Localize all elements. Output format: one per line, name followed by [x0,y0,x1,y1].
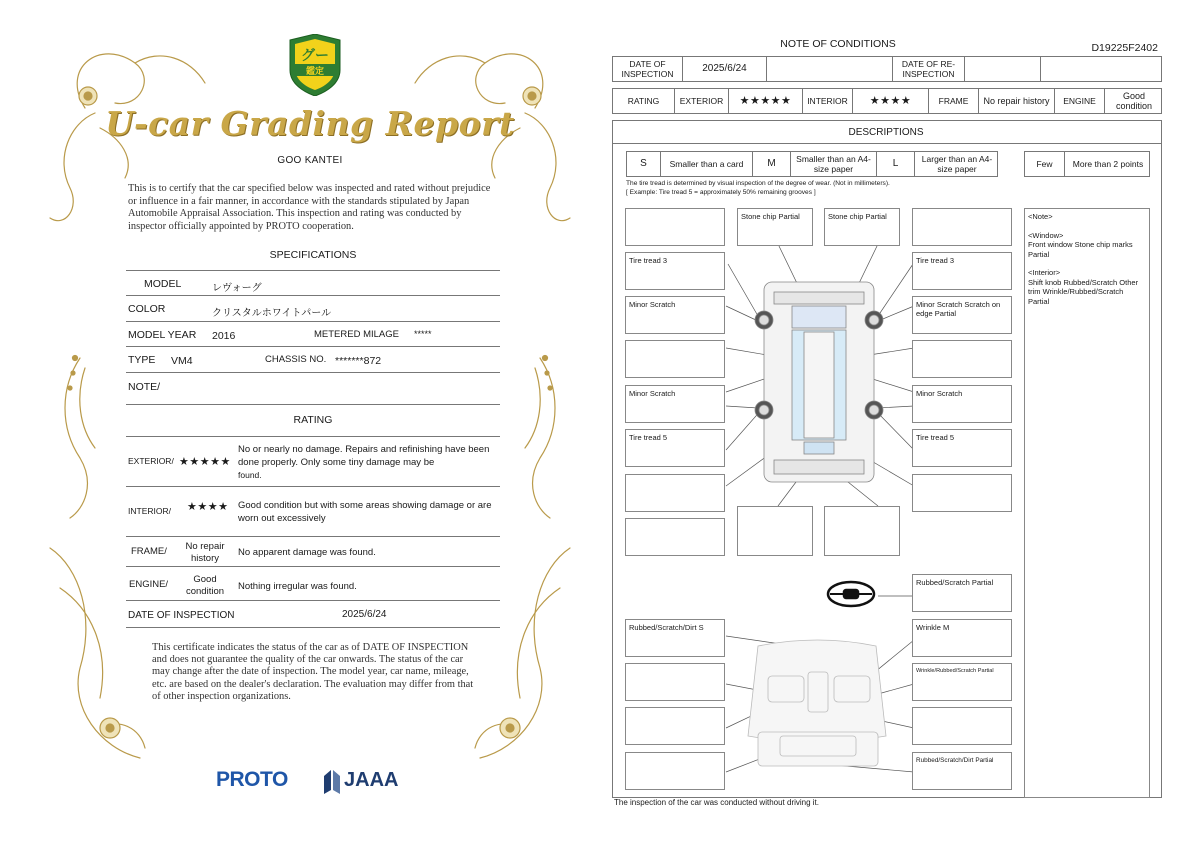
car-interior-view [748,640,886,766]
exterior-description: No or nearly no damage. Repairs and refinishing have been done properly. Only some tiny damage may be [238,444,490,468]
legend-text: Smaller than a card [661,152,753,176]
interior-label: INTERIOR [803,89,853,113]
rating-heading: RATING [293,414,333,426]
certificate-intro-text: This is to certify that the car specified below was inspected and rated without prejudice or influence in a fair manner, in accordance with the standards stipulated by Japan Automobile Appraisal Association. This inspection and rating was conducted by inspector officially appointed by PROTO cooperation. [128,183,491,232]
note-of-conditions-sheet [608,36,1168,816]
divider [126,566,500,567]
interior-stars: ★★★★ [853,89,929,113]
divider [126,436,500,437]
note-box-interior-right-4: Rubbed/Scratch/Dirt Partial [912,752,1012,790]
note-box-right-1: Tire tread 3 [912,252,1012,290]
exterior-label: EXTERIOR/ [128,456,174,466]
color-label: COLOR [128,303,166,315]
exterior-stars: ★★★★★ [729,89,803,113]
exterior-label: EXTERIOR [675,89,729,113]
notes-interior-text: Shift knob Rubbed/Scratch Other trim Wrinkle/Rubbed/Scratch Partial [1028,277,1139,306]
few-text: More than 2 points [1072,159,1144,169]
descriptions-label: DESCRIPTIONS [848,127,924,138]
note-label: NOTE/ [128,381,161,393]
certificate-organization: GOO KANTEI [277,155,343,166]
rating-label: RATING [613,89,675,113]
note-box-right-3 [912,340,1012,378]
type-value: VM4 [171,355,193,367]
tire-tread-example: [ Example: Tire tread 5 = approximately 50% remaining grooves ] [626,189,816,196]
date-of-reinspection-label: DATE OF RE-INSPECTION [893,57,965,81]
divider [126,600,500,601]
svg-text:グー: グー [301,48,329,64]
legend-text: Smaller than an A4-size paper [791,152,877,176]
notes-window-text: Front window Stone chip marks Partial [1028,240,1133,259]
model-year-label: MODEL YEAR [128,329,197,341]
note-box-right-6 [912,474,1012,512]
note-box-steering: Rubbed/Scratch Partial [912,574,1012,612]
sheet-id: D19225F2402 [1091,42,1158,54]
legend-code: L [877,152,915,176]
note-box-rear-left [737,506,813,556]
frame-value: No repair history [185,541,225,564]
note-box-left-5: Tire tread 5 [625,429,725,467]
chassis-value: *******872 [335,355,382,367]
divider [126,270,500,271]
divider [126,372,500,373]
note-box-interior-right-2: Wrinkle/Rubbed/Scratch Partial [912,663,1012,701]
type-label: TYPE [128,354,156,366]
date-of-inspection-label: DATE OF INSPECTION [128,610,235,621]
notes-window-heading: <Window> [1028,230,1064,240]
grading-certificate [40,28,580,818]
legend-text: Larger than an A4-size paper [921,154,993,174]
exterior-stars: ★★★★★ [179,456,231,468]
jaaa-emblem-icon [320,768,342,796]
note-box-interior-left-1: Rubbed/Scratch/Dirt S [625,619,725,657]
note-box-interior-left-2 [625,663,725,701]
frame-label: FRAME [929,89,979,113]
tire-tread-note: The tire tread is determined by visual inspection of the degree of wear. (Not in millimeters). [626,180,890,187]
note-box-front-right-center: Stone chip Partial [824,208,900,246]
model-label: MODEL [144,278,182,290]
proto-logo: PROTO [216,768,288,791]
metered-milage-label: METERED MILAGE [314,329,399,340]
inspection-note: The inspection of the car was conducted without driving it. [614,798,819,807]
goo-kantei-badge-icon [286,34,344,96]
specifications-heading: SPECIFICATIONS [269,249,357,261]
interior-stars: ★★★★ [187,501,229,513]
legend-code: S [627,152,661,176]
note-box-right-5: Tire tread 5 [912,429,1012,467]
date-of-inspection-value: 2025/6/24 [342,609,387,620]
interior-description: Good condition but with some areas showing damage or are worn out excessively [238,500,492,524]
notes-title: <Note> [1028,212,1053,221]
frame-value: No repair history [979,89,1055,113]
engine-label: ENGINE/ [129,579,169,590]
engine-label: ENGINE [1055,89,1105,113]
divider [126,404,500,405]
car-top-view [755,282,883,482]
note-box-interior-right-1: Wrinkle M [912,619,1012,657]
jaaa-logo: JAAA [344,769,399,791]
sheet-title: NOTE OF CONDITIONS [780,38,896,50]
certificate-title: U-car Grading Report [105,104,515,143]
note-box-interior-left-3 [625,707,725,745]
note-box-left-3 [625,340,725,378]
divider [126,346,500,347]
few-code: Few [1025,152,1065,176]
note-box-right-4: Minor Scratch [912,385,1012,423]
note-box-right-2: Minor Scratch Scratch on edge Partial [912,296,1012,334]
notes-interior-heading: <Interior> [1028,268,1061,277]
note-box-rear-right [824,506,900,556]
note-box-left-6 [625,474,725,512]
divider [126,536,500,537]
notes-box [1024,208,1150,798]
svg-text:鑑定: 鑑定 [305,67,325,77]
chassis-label: CHASSIS NO. [265,354,327,365]
exterior-description-end: found. [238,470,262,480]
note-box-interior-left-4 [625,752,725,790]
legend-code: M [753,152,791,176]
logos [210,768,430,798]
divider [126,486,500,487]
certificate-footer-text: This certificate indicates the status of the car as of DATE OF INSPECTION and does not guarantee the quality of the car onwards. The status of the car may change after the date of inspection. The model year, car name, mileage, etc. are based on the dealer's declaration. The evaluation may differ from that of other inspection organizations. [152,642,474,702]
frame-description: No apparent damage was found. [238,547,376,558]
divider [126,627,500,628]
date-of-inspection-value: 2025/6/24 [683,57,767,81]
note-box-front-right [912,208,1012,246]
model-value: レヴォーグ [212,283,262,294]
frame-label: FRAME/ [131,546,167,557]
note-box-front-left [625,208,725,246]
note-box-left-2: Minor Scratch [625,296,725,334]
model-year-value: 2016 [212,330,236,342]
engine-description: Nothing irregular was found. [238,581,357,592]
note-box-left-4: Minor Scratch [625,385,725,423]
engine-value: Good condition [1115,91,1153,111]
note-box-front-left-center: Stone chip Partial [737,208,813,246]
note-box-left-7 [625,518,725,556]
interior-label: INTERIOR/ [128,506,171,516]
steering-wheel-icon [828,582,874,606]
note-box-left-1: Tire tread 3 [625,252,725,290]
metered-milage-value: ***** [414,329,432,339]
date-of-inspection-label: DATE OF INSPECTION [613,57,683,81]
color-value: クリスタルホワイトパール [212,308,332,319]
divider [126,295,500,296]
engine-value: Good condition [185,574,225,597]
divider [126,321,500,322]
note-box-interior-right-3 [912,707,1012,745]
